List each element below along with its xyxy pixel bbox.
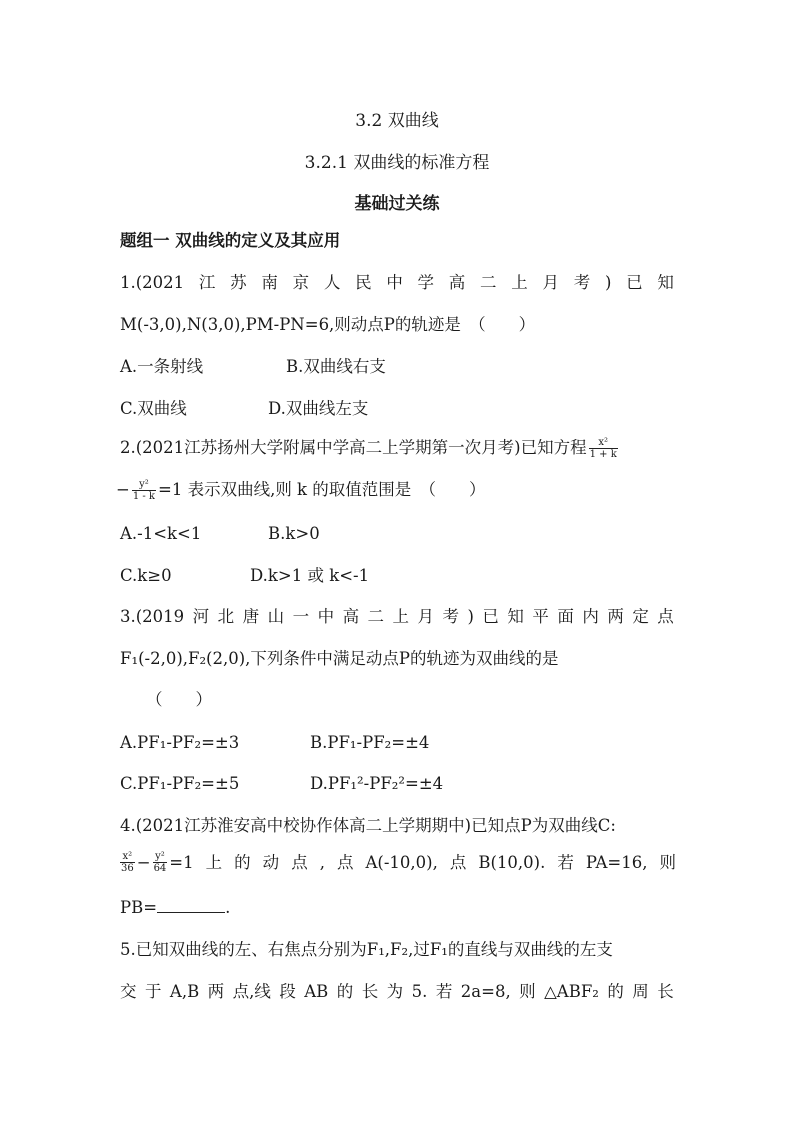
q1-line1-part: 知 [657,273,674,292]
q4-line2-part: A(-10,0), [365,852,438,872]
q2-option-b: B.k>0 [268,524,320,543]
q3-line1-part: 上 [392,607,410,626]
q3-line1-part: 唐 [242,607,260,626]
q5-line2-part: 则 [519,982,536,1001]
q4-line2-text [169,852,676,874]
q3-line1 [120,606,674,628]
q4-frac1-num: x² [120,851,135,863]
q1-line1-part: 上 [511,273,528,292]
q3-line1-part: 山 [267,607,285,626]
q2-frac1-den: 1 + k [589,449,617,460]
q5-line2-part: 于 [144,982,162,1001]
q2-fraction-1 [589,437,618,460]
q3-line1-part: ) [467,607,474,626]
q4-line2: $\frac{\text{x²}}{36}$ − $\frac{\text{y²}}{64}$ =1 上 的 动 点 , 点 A(-10,0), 点 B(10,0). 若 PA=16, 则 [121,851,676,874]
q1-line1-part: 人 [323,273,341,292]
q3-line1-part: 已 [482,607,499,626]
q5-line2-part: 2a=8, [460,982,511,1001]
q1-line1-part: 京 [292,273,310,292]
q5-line2-part: 的 [607,982,624,1001]
q4-pb-label: PB= [120,898,158,917]
q4-period: . [225,898,231,917]
q5-line2-part: 为 [386,982,404,1001]
q5-line2-part: 点,线 [232,982,271,1001]
q2-line2: − $\frac{\text{y²}}{1 - k}$ =1 表示双曲线,则 k 的取值范围是 （ ） [116,479,486,502]
q3-line1-part: 一 [292,607,310,626]
q4-fraction-1 [120,851,135,874]
q2-frac1-num: x² [589,437,618,449]
q4-line2-part: =1 [169,852,194,872]
q3-line1-part: 高 [342,607,360,626]
q4-line2-part: 的 [234,852,251,872]
q2-intro: 2.(2021江苏扬州大学附属中学高二上学期第一次月考)已知方程 [120,438,587,457]
q1-line1-part: 学 [417,273,435,292]
level-title: 基础过关练 [354,194,440,214]
q1-line1-part: 南 [261,273,278,292]
q1-option-a: A.一条射线 [120,357,204,376]
q1-line1-part: 已 [626,273,643,292]
q5-line2-part: △ABF₂ [544,982,599,1001]
q2-frac2-num: y² [132,479,156,491]
q5-line2-part: 段 [279,982,296,1001]
q5-line1: 5.已知双曲线的左、右焦点分别为F₁,F₂,过F₁的直线与双曲线的左支 [120,940,613,959]
q4-line2-part: 上 [205,852,223,872]
q3-line1-part: 定 [632,607,649,626]
q1-line1-part: 二 [480,273,497,292]
section-title: 3.2 双曲线 [355,111,439,131]
q1-line1-part: 考 [573,273,591,292]
q4-line2-part: 动 [262,852,280,872]
q1-option-b: B.双曲线右支 [286,357,386,376]
q1-line1-part: 江 [198,273,216,292]
q5-line2-part: 的 [336,982,354,1001]
q1-option-d: D.双曲线左支 [268,399,369,418]
group-title: 题组一 双曲线的定义及其应用 [120,231,341,250]
q2-option-c: C.k≥0 [120,566,172,585]
q3-option-a: A.PF₁-PF₂=±3 [120,733,240,752]
q4-line2-part: B(10,0). [478,852,546,872]
q2-fraction-2 [132,479,156,502]
q5-line2-part: A,B [169,982,200,1001]
q3-option-d: D.PF₁²-PF₂²=±4 [310,774,444,793]
q3-line1-part: 平 [532,607,549,626]
q4-line3 [120,897,230,919]
q1-option-c: C.双曲线 [120,399,187,418]
q3-line3: （ ） [146,690,212,709]
q1-line1 [120,272,674,294]
q3-line1-part: 河 [192,607,210,626]
q3-line1-part: 点 [657,607,674,626]
q1-line1-part: 中 [386,273,403,292]
q5-line2-part: 5. [411,982,428,1001]
q4-line2-part: 则 [659,852,676,872]
q3-line2: F₁(-2,0),F₂(2,0),下列条件中满足动点P的轨迹为双曲线的是 [120,649,559,668]
q3-line1-part: 面 [557,607,574,626]
q5-line2-part: 交 [120,982,137,1001]
q4-line2-part: 点 [449,852,467,872]
q4-line2-part: , [319,852,325,872]
q2-line1 [120,437,620,460]
q4-line2-part: 点 [336,852,354,872]
q2-option-d: D.k>1 或 k<-1 [250,566,370,585]
q3-line1-part: 知 [507,607,524,626]
q4-frac2-den: 64 [153,863,167,874]
q4-line1: 4.(2021江苏淮安高中校协作体高二上学期期中)已知点P为双曲线C: [120,816,616,835]
q5-line2-part: 两 [207,982,225,1001]
q4-line2-part: 点 [291,852,308,872]
answer-blank[interactable] [157,897,225,913]
q1-line1-part: ) [604,273,612,292]
q3-line1-part: 考 [442,607,459,626]
q5-line2 [120,981,674,1003]
q1-line1-part: 月 [542,273,559,292]
q4-line2-part: 若 [557,852,574,872]
q3-line1-part: 中 [317,607,335,626]
q4-fraction-2 [153,851,168,874]
subsection-title: 3.2.1 双曲线的标准方程 [304,153,490,173]
q3-line1-part: 3.(2019 [120,607,185,626]
q3-option-c: C.PF₁-PF₂=±5 [120,774,240,793]
q4-line2-part: PA=16, [585,852,648,872]
q3-line1-part: 内 [582,607,599,626]
q1-line1-part: 苏 [230,273,247,292]
q4-frac1-den: 36 [121,863,134,874]
q1-line1-part: 1.(2021 [120,273,185,292]
q3-line1-part: 两 [607,607,624,626]
q5-line2-part: 长 [361,982,379,1001]
q5-line2-part: 周 [632,982,649,1001]
q3-line1-part: 月 [417,607,435,626]
q2-rest: =1 表示双曲线,则 k 的取值范围是 （ ） [158,480,486,499]
q2-frac2-den: 1 - k [132,491,155,502]
q5-line2-part: 长 [657,982,674,1001]
q2-option-a: A.-1<k<1 [120,524,202,543]
q3-option-b: B.PF₁-PF₂=±4 [310,733,430,752]
q5-line2-part: AB [304,982,329,1001]
q3-line1-part: 北 [217,607,235,626]
q1-line2: M(-3,0),N(3,0),PM-PN=6,则动点P的轨迹是 （ ） [120,315,536,334]
q4-frac2-num: y² [153,851,168,863]
q1-line1-part: 高 [448,273,466,292]
q1-line1-part: 民 [355,273,372,292]
q5-line2-part: 若 [435,982,453,1001]
q3-line1-part: 二 [367,607,385,626]
